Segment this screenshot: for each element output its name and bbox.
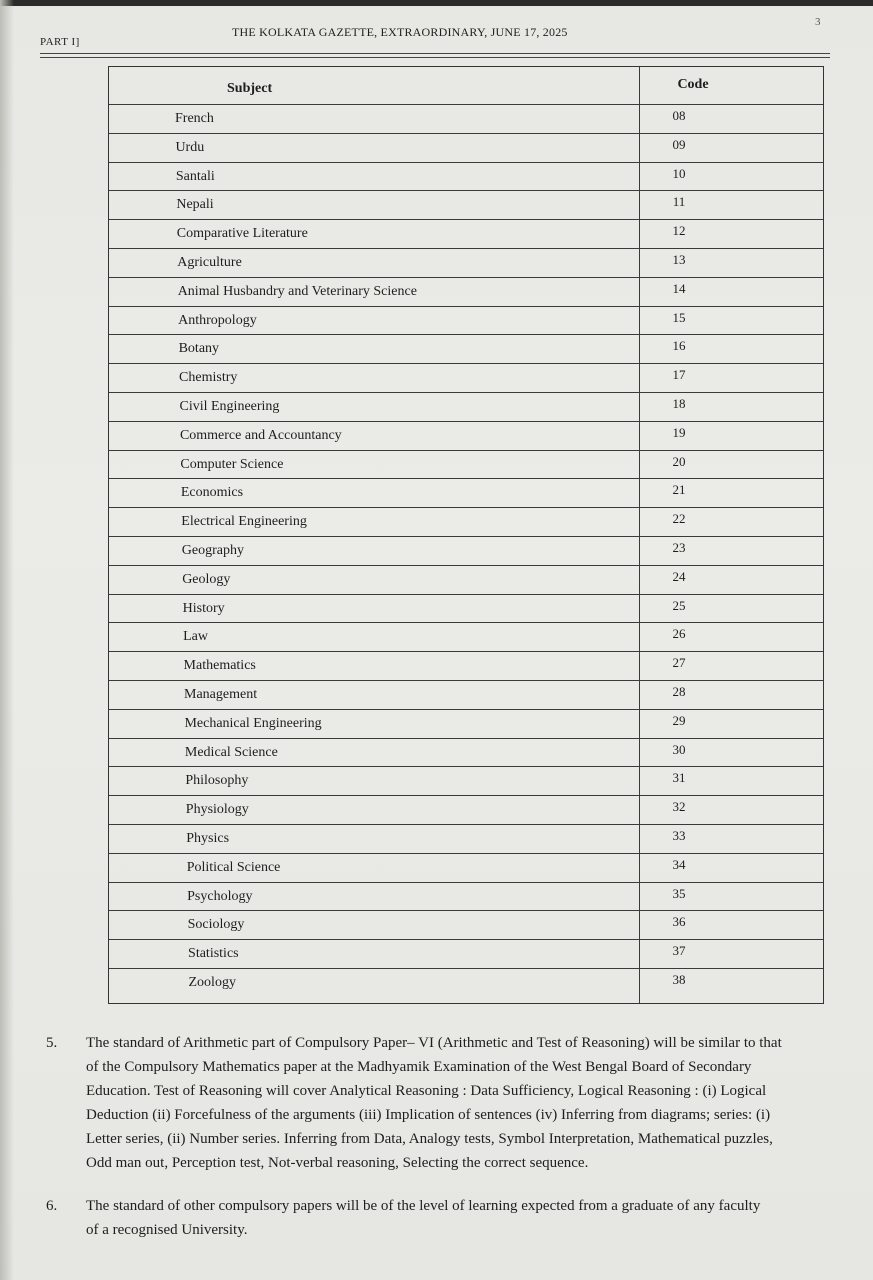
table-row [109, 278, 823, 307]
header-rule-top [40, 53, 830, 54]
paragraph-number: 5. [46, 1035, 58, 1051]
paragraph-number: 6. [46, 1198, 58, 1214]
subject-cell: Mechanical Engineering [184, 715, 322, 731]
paragraph-line: Education. Test of Reasoning will cover Analytical Reasoning : Data Sufficiency, Logical Reasoning : (i) Logical [86, 1083, 767, 1099]
table-row [109, 508, 823, 537]
subject-cell: Anthropology [178, 312, 257, 328]
table-row [109, 537, 823, 566]
code-cell: 23 [672, 540, 686, 555]
code-cell: 26 [672, 626, 686, 642]
paragraph-line: The standard of other compulsory papers will be of the level of learning expected from a graduate of any faculty [86, 1198, 761, 1214]
subject-cell: Physiology [185, 802, 249, 818]
subject-cell: Philosophy [185, 773, 249, 789]
table-row [109, 940, 823, 969]
code-cell: 33 [672, 828, 686, 843]
subject-cell: Animal Husbandry and Veterinary Science [177, 283, 417, 299]
code-cell: 35 [672, 885, 686, 901]
table-row [109, 623, 823, 652]
code-cell: 18 [672, 396, 686, 411]
code-cell: 24 [672, 568, 686, 584]
code-cell: 22 [672, 511, 686, 527]
code-cell: 21 [672, 482, 686, 498]
subject-cell: Geography [181, 543, 244, 558]
code-cell: 15 [672, 309, 686, 325]
code-cell: 31 [672, 770, 686, 786]
subject-cell: Zoology [188, 975, 236, 990]
paragraph-line: Deduction (ii) Forcefulness of the arguments (iii) Implication of sentences (iv) Inferring from diagrams; series: (i) [86, 1107, 771, 1123]
subject-cell: Statistics [188, 946, 239, 962]
table-row [109, 191, 823, 220]
subject-cell: Computer Science [180, 456, 284, 472]
table-row [109, 566, 823, 595]
table-row [109, 681, 823, 710]
subject-cell: Mathematics [183, 658, 256, 674]
subject-cell: Political Science [186, 859, 281, 875]
subject-cell: Medical Science [184, 744, 278, 760]
header-part-label: PART I] [40, 36, 80, 48]
table-row [109, 479, 823, 508]
table-row [109, 652, 823, 681]
subject-cell: Psychology [187, 888, 253, 904]
code-cell: 36 [672, 914, 686, 930]
subject-cell: Geology [182, 571, 231, 587]
paragraph-line: Odd man out, Perception test, Not-verbal reasoning, Selecting the correct sequence. [86, 1155, 589, 1171]
paragraph-line: The standard of Arithmetic part of Compulsory Paper– VI (Arithmetic and Test of Reasoning) will be similar to that [86, 1035, 782, 1051]
paragraph-text [86, 1031, 873, 1175]
subject-cell: Law [183, 629, 208, 645]
code-cell: 12 [672, 223, 686, 239]
subject-cell: Management [184, 687, 258, 702]
code-cell: 30 [672, 741, 686, 757]
code-cell: 08 [672, 108, 686, 123]
table-row [109, 710, 823, 739]
paragraph-line: Letter series, (ii) Number series. Inferring from Data, Analogy tests, Symbol Interpretation, Mathematical puzzles, [86, 1131, 773, 1147]
table-header-row [109, 67, 823, 105]
code-cell: 38 [672, 972, 686, 987]
code-cell: 20 [672, 453, 686, 469]
table-row [109, 767, 823, 796]
table-row [109, 422, 823, 451]
table-row [109, 739, 823, 768]
table-row [109, 393, 823, 422]
top-dark-band [0, 0, 873, 6]
code-cell: 17 [672, 367, 686, 383]
page-left-shadow [0, 0, 14, 1280]
column-header-subject: Subject [227, 81, 273, 96]
table-row [109, 595, 823, 624]
subject-cell: French [175, 111, 214, 126]
column-header-code: Code [677, 77, 709, 92]
header-page-number: 3 [815, 16, 821, 28]
subject-cell: Economics [180, 485, 244, 501]
code-cell: 16 [672, 338, 686, 354]
table-row [109, 307, 823, 336]
subject-cell: Electrical Engineering [181, 514, 307, 530]
subject-cell: Agriculture [177, 255, 242, 270]
table-row [109, 220, 823, 249]
subject-cell: Chemistry [179, 370, 238, 386]
table-row [109, 163, 823, 192]
subject-cell: Botany [178, 341, 220, 357]
subject-cell: Santali [175, 168, 215, 184]
subject-cell: Commerce and Accountancy [179, 427, 342, 443]
code-cell: 11 [672, 194, 686, 210]
table-row [109, 911, 823, 940]
table-row [109, 105, 823, 134]
table-row [109, 249, 823, 278]
subject-cell: Nepali [176, 197, 214, 213]
subject-cell: Urdu [175, 139, 205, 155]
subject-cell: Physics [186, 831, 230, 846]
table-row [109, 364, 823, 393]
header-gazette-title: THE KOLKATA GAZETTE, EXTRAORDINARY, JUNE 17, 2025 [232, 25, 568, 39]
subject-cell: Sociology [187, 917, 245, 933]
table-row [109, 134, 823, 163]
code-cell: 32 [672, 799, 686, 815]
code-cell: 10 [672, 165, 686, 181]
subject-cell: Comparative Literature [176, 226, 308, 242]
table-row [109, 825, 823, 854]
table-row [109, 883, 823, 912]
code-cell: 14 [672, 280, 686, 296]
code-cell: 25 [672, 597, 686, 613]
code-cell: 09 [672, 136, 686, 152]
paragraph-line: of the Compulsory Mathematics paper at the Madhyamik Examination of the West Bengal Board of Secondary [86, 1059, 752, 1075]
table-row [109, 854, 823, 883]
code-cell: 34 [672, 856, 686, 872]
code-cell: 13 [672, 252, 686, 267]
header-rule-bottom [40, 57, 830, 58]
table-row [109, 969, 823, 998]
paragraph-line: of a recognised University. [86, 1222, 248, 1238]
table-row [109, 796, 823, 825]
subject-code-table [108, 66, 824, 1004]
code-cell: 29 [672, 712, 686, 728]
paragraph-text [86, 1194, 873, 1242]
table-row [109, 451, 823, 480]
subject-cell: History [182, 600, 225, 616]
code-cell: 19 [672, 424, 686, 440]
table-row [109, 335, 823, 364]
subject-cell: Civil Engineering [179, 399, 280, 414]
code-cell: 28 [672, 684, 686, 699]
code-cell: 27 [672, 655, 686, 671]
code-cell: 37 [672, 943, 686, 959]
